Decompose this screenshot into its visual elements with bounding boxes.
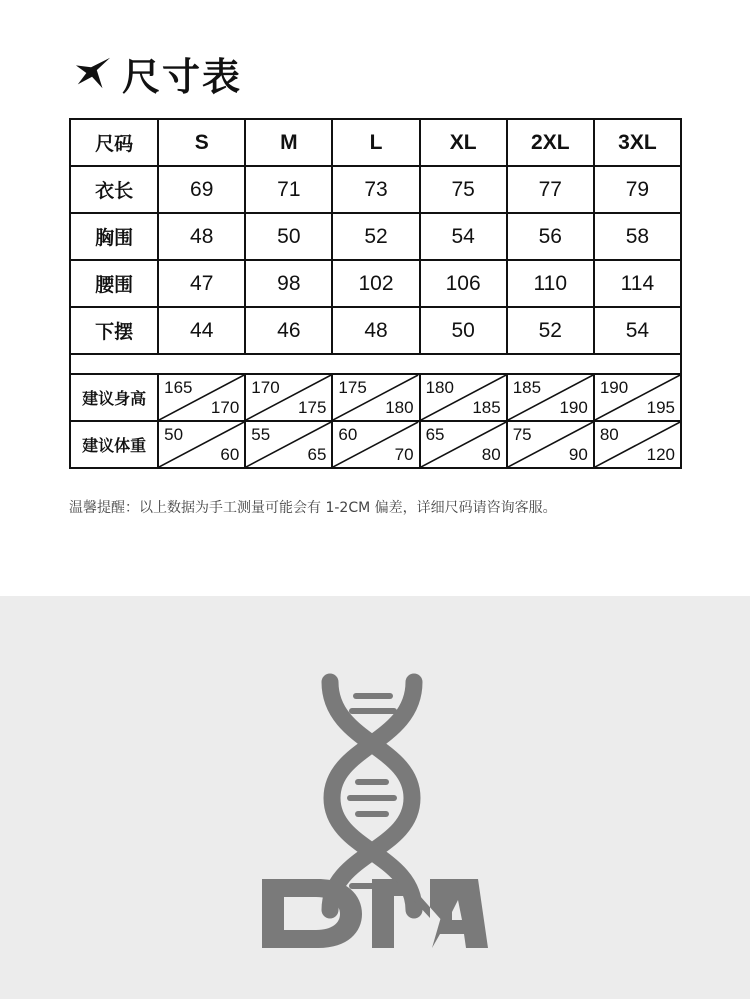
table-cell: 46	[245, 307, 332, 354]
range-min: 60	[338, 425, 358, 444]
diagonal-cell	[333, 422, 418, 467]
row-label: 腰围	[70, 260, 158, 307]
range-max: 180	[385, 398, 414, 417]
range-min: 65	[425, 425, 445, 444]
range-cell	[420, 374, 507, 421]
brand-area	[0, 596, 750, 999]
dna-logo	[0, 596, 750, 999]
row-label: 衣长	[70, 166, 158, 213]
table-row	[70, 260, 681, 307]
range-min: 175	[338, 378, 367, 397]
diagonal-cell	[246, 422, 331, 467]
range-min: 185	[512, 378, 542, 397]
size-note: 温馨提醒：以上数据为手工测量可能会有 1-2CM 偏差，详细尺码请咨询客服。	[69, 500, 557, 516]
diagonal-cell	[159, 375, 244, 420]
range-max: 70	[394, 445, 414, 464]
diagonal-cell	[159, 422, 244, 467]
range-max: 195	[646, 398, 675, 417]
row-label: 下摆	[70, 307, 158, 354]
table-row	[70, 166, 681, 213]
table-cell: 79	[594, 166, 681, 213]
header-cell: 尺码	[70, 119, 158, 166]
table-cell: 71	[245, 166, 332, 213]
diagonal-cell	[508, 422, 593, 467]
table-cell: 47	[158, 260, 245, 307]
header-cell: L	[332, 119, 419, 166]
table-cell: 50	[245, 213, 332, 260]
range-cell	[245, 374, 332, 421]
table-cell: 110	[507, 260, 594, 307]
range-max: 175	[298, 398, 327, 417]
size-table	[69, 118, 682, 469]
row-label: 建议体重	[70, 421, 158, 468]
range-min: 50	[164, 425, 184, 444]
diagonal-cell	[595, 422, 680, 467]
row-label: 建议身高	[70, 374, 158, 421]
range-max: 80	[481, 445, 501, 464]
header-cell: 2XL	[507, 119, 594, 166]
table-cell: 106	[420, 260, 507, 307]
table-cell: 69	[158, 166, 245, 213]
header-row	[70, 119, 681, 166]
weight-row	[70, 421, 681, 468]
range-min: 190	[599, 378, 629, 397]
range-cell	[507, 421, 594, 468]
range-cell	[332, 421, 419, 468]
table-cell: 58	[594, 213, 681, 260]
diagonal-cell	[595, 375, 680, 420]
range-cell	[245, 421, 332, 468]
table-cell: 73	[332, 166, 419, 213]
table-cell: 75	[420, 166, 507, 213]
page-title	[74, 48, 242, 98]
range-max: 120	[646, 445, 675, 464]
header-cell: XL	[420, 119, 507, 166]
range-min: 180	[425, 378, 454, 397]
header-cell: S	[158, 119, 245, 166]
range-max: 190	[559, 398, 588, 417]
table-cell: 48	[158, 213, 245, 260]
diagonal-cell	[246, 375, 331, 420]
spacer-row	[70, 354, 681, 374]
star-icon	[74, 54, 112, 92]
range-cell	[594, 374, 681, 421]
table-cell: 102	[332, 260, 419, 307]
table-cell: 56	[507, 213, 594, 260]
spacer-cell	[70, 354, 681, 374]
range-max: 60	[220, 445, 240, 464]
table-cell: 77	[507, 166, 594, 213]
range-cell	[158, 421, 245, 468]
diagonal-cell	[508, 375, 593, 420]
range-min: 170	[251, 378, 280, 397]
diagonal-cell	[421, 375, 506, 420]
table-row	[70, 307, 681, 354]
diagonal-cell	[333, 375, 418, 420]
range-cell	[332, 374, 419, 421]
range-cell	[158, 374, 245, 421]
header-cell: M	[245, 119, 332, 166]
range-cell	[420, 421, 507, 468]
table-cell: 44	[158, 307, 245, 354]
row-label: 胸围	[70, 213, 158, 260]
range-max: 185	[472, 398, 501, 417]
range-cell	[507, 374, 594, 421]
height-row	[70, 374, 681, 421]
diagonal-cell	[421, 422, 506, 467]
table-cell: 54	[594, 307, 681, 354]
range-min: 55	[251, 425, 271, 444]
range-max: 65	[307, 445, 327, 464]
table-cell: 114	[594, 260, 681, 307]
table-cell: 48	[332, 307, 419, 354]
header-cell: 3XL	[594, 119, 681, 166]
range-min: 80	[599, 425, 619, 444]
range-max: 90	[568, 445, 588, 464]
table-cell: 50	[420, 307, 507, 354]
table-cell: 52	[507, 307, 594, 354]
dna-wordmark-icon	[262, 879, 488, 948]
range-max: 170	[210, 398, 240, 417]
range-cell	[594, 421, 681, 468]
title-text: 尺寸表	[122, 54, 243, 99]
range-min: 75	[512, 425, 532, 444]
table-cell: 98	[245, 260, 332, 307]
range-min: 165	[164, 378, 193, 397]
table-cell: 52	[332, 213, 419, 260]
table-row	[70, 213, 681, 260]
table-cell: 54	[420, 213, 507, 260]
